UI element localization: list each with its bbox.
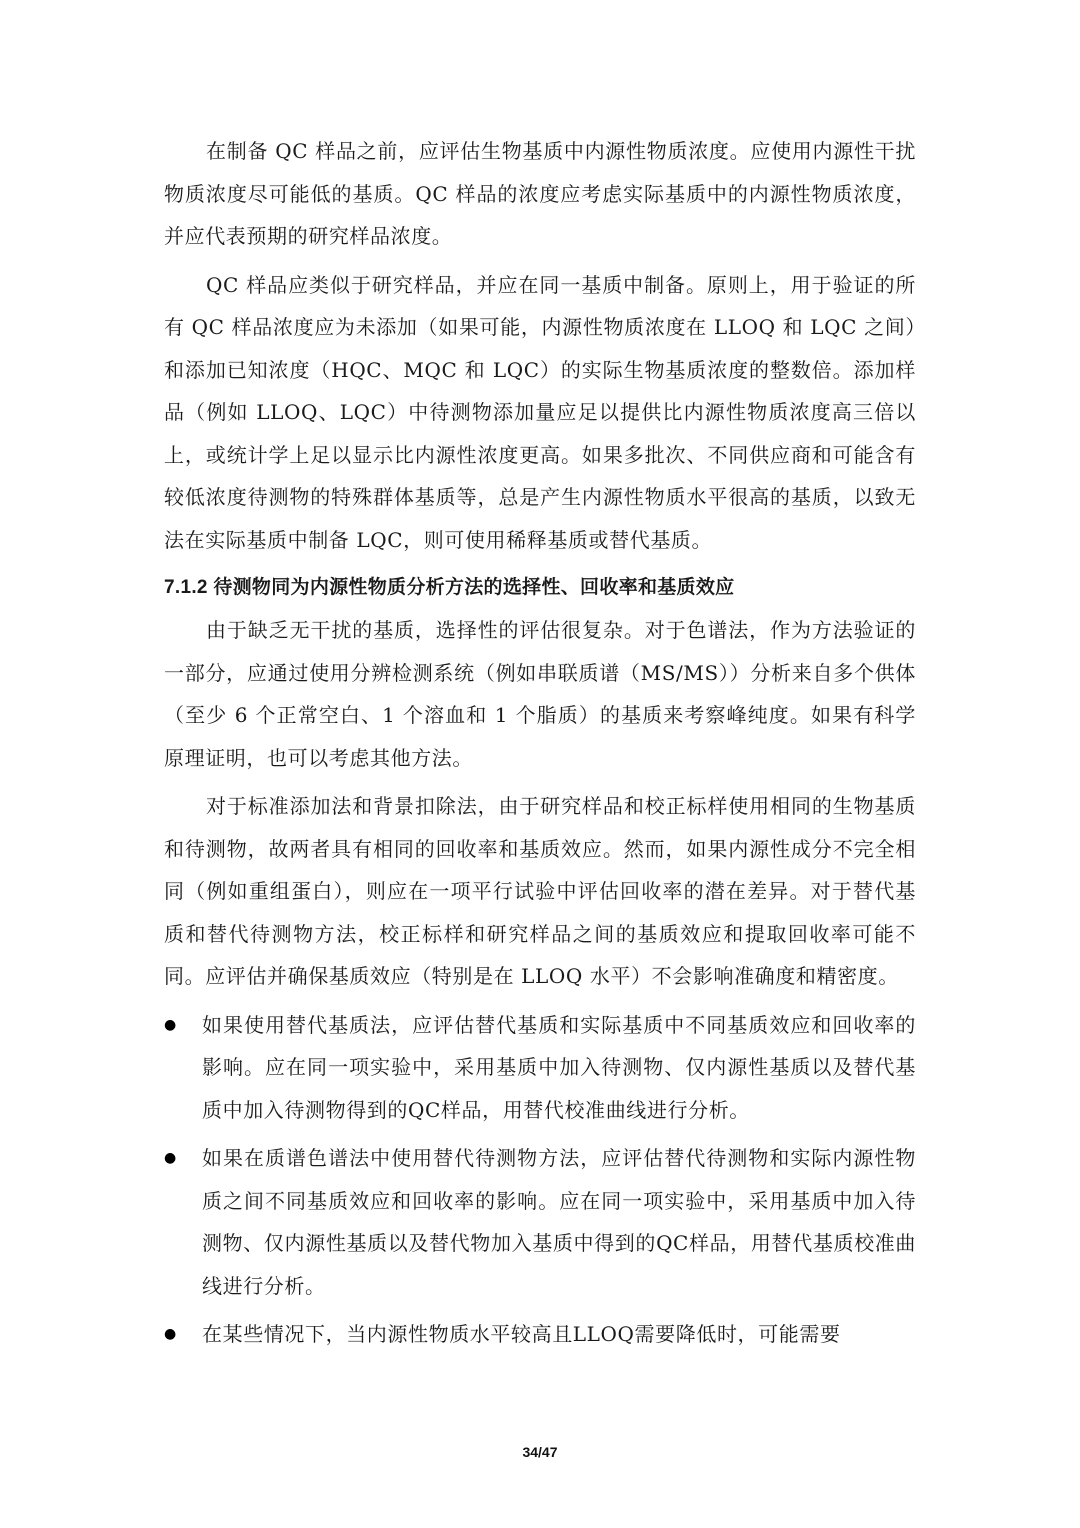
body-paragraph: 对于标准添加法和背景扣除法，由于研究样品和校正标样使用相同的生物基质和待测物，故两者具有相同的回收率和基质效应。然而，如果内源性成分不完全相同（例如重组蛋白），则应在一项平行试验中评估回收率的潜在差异。对于替代基质和替代待测物方法，校正标样和研究样品之间的基质效应和提取回收率可能不同。应评估并确保基质效应（特别是在 LLOQ 水平）不会影响准确度和精密度。 <box>164 794 916 988</box>
page-body <box>164 130 916 1362</box>
body-paragraph: 由于缺乏无干扰的基质，选择性的评估很复杂。对于色谱法，作为方法验证的一部分，应通过使用分辨检测系统（例如串联质谱（MS/MS））分析来自多个供体（至少 6 个正常空白、1 个溶血和 1 个脂质）的基质来考察峰纯度。如果有科学原理证明，也可以考虑其他方法。 <box>164 618 916 770</box>
body-paragraph: QC 样品应类似于研究样品，并应在同一基质中制备。原则上，用于验证的所有 QC 样品浓度应为未添加（如果可能，内源性物质浓度在 LLOQ 和 LQC 之间）和添加已知浓度（HQC、MQC 和 LQC）的实际生物基质浓度的整数倍。添加样品（例如 LLOQ、LQC）中待测物添加量应足以提供比内源性物质浓度高三倍以上，或统计学上足以显示比内源性浓度更高。如果多批次、不同供应商和可能含有较低浓度待测物的特殊群体基质等，总是产生内源性物质水平很高的基质，以致无法在实际基质中制备 LQC，则可使用稀释基质或替代基质。 <box>164 272 916 552</box>
list-item-text: 如果在质谱色谱法中使用替代待测物方法，应评估替代待测物和实际内源性物质之间不同基质效应和回收率的影响。应在同一项实验中，采用基质中加入待测物、仅内源性基质以及替代物加入基质中得到的QC样品，用替代基质校准曲线进行分析。 <box>202 1146 916 1298</box>
section-heading: 7.1.2 待测物同为内源性物质分析方法的选择性、回收率和基质效应 <box>164 577 735 598</box>
list-item-text: 如果使用替代基质法，应评估替代基质和实际基质中不同基质效应和回收率的影响。应在同一项实验中，采用基质中加入待测物、仅内源性基质以及替代基质中加入待测物得到的QC样品，用替代校准曲线进行分析。 <box>202 1012 916 1122</box>
page-number: 34/47 <box>522 1444 558 1460</box>
list-item <box>164 1004 916 1132</box>
bullet-icon: ● <box>164 1150 177 1166</box>
bullet-icon: ● <box>164 1016 177 1033</box>
list-item-text: 在某些情况下，当内源性物质水平较高且LLOQ需要降低时，可能需要 <box>202 1322 841 1346</box>
list-item <box>164 1313 916 1356</box>
body-paragraph: 在制备 QC 样品之前，应评估生物基质中内源性物质浓度。应使用内源性干扰物质浓度尽可能低的基质。QC 样品的浓度应考虑实际基质中的内源性物质浓度，并应代表预期的研究样品浓度。 <box>164 139 916 248</box>
list-item <box>164 1137 916 1307</box>
bullet-list <box>164 1004 916 1356</box>
bullet-icon: ● <box>164 1326 177 1342</box>
